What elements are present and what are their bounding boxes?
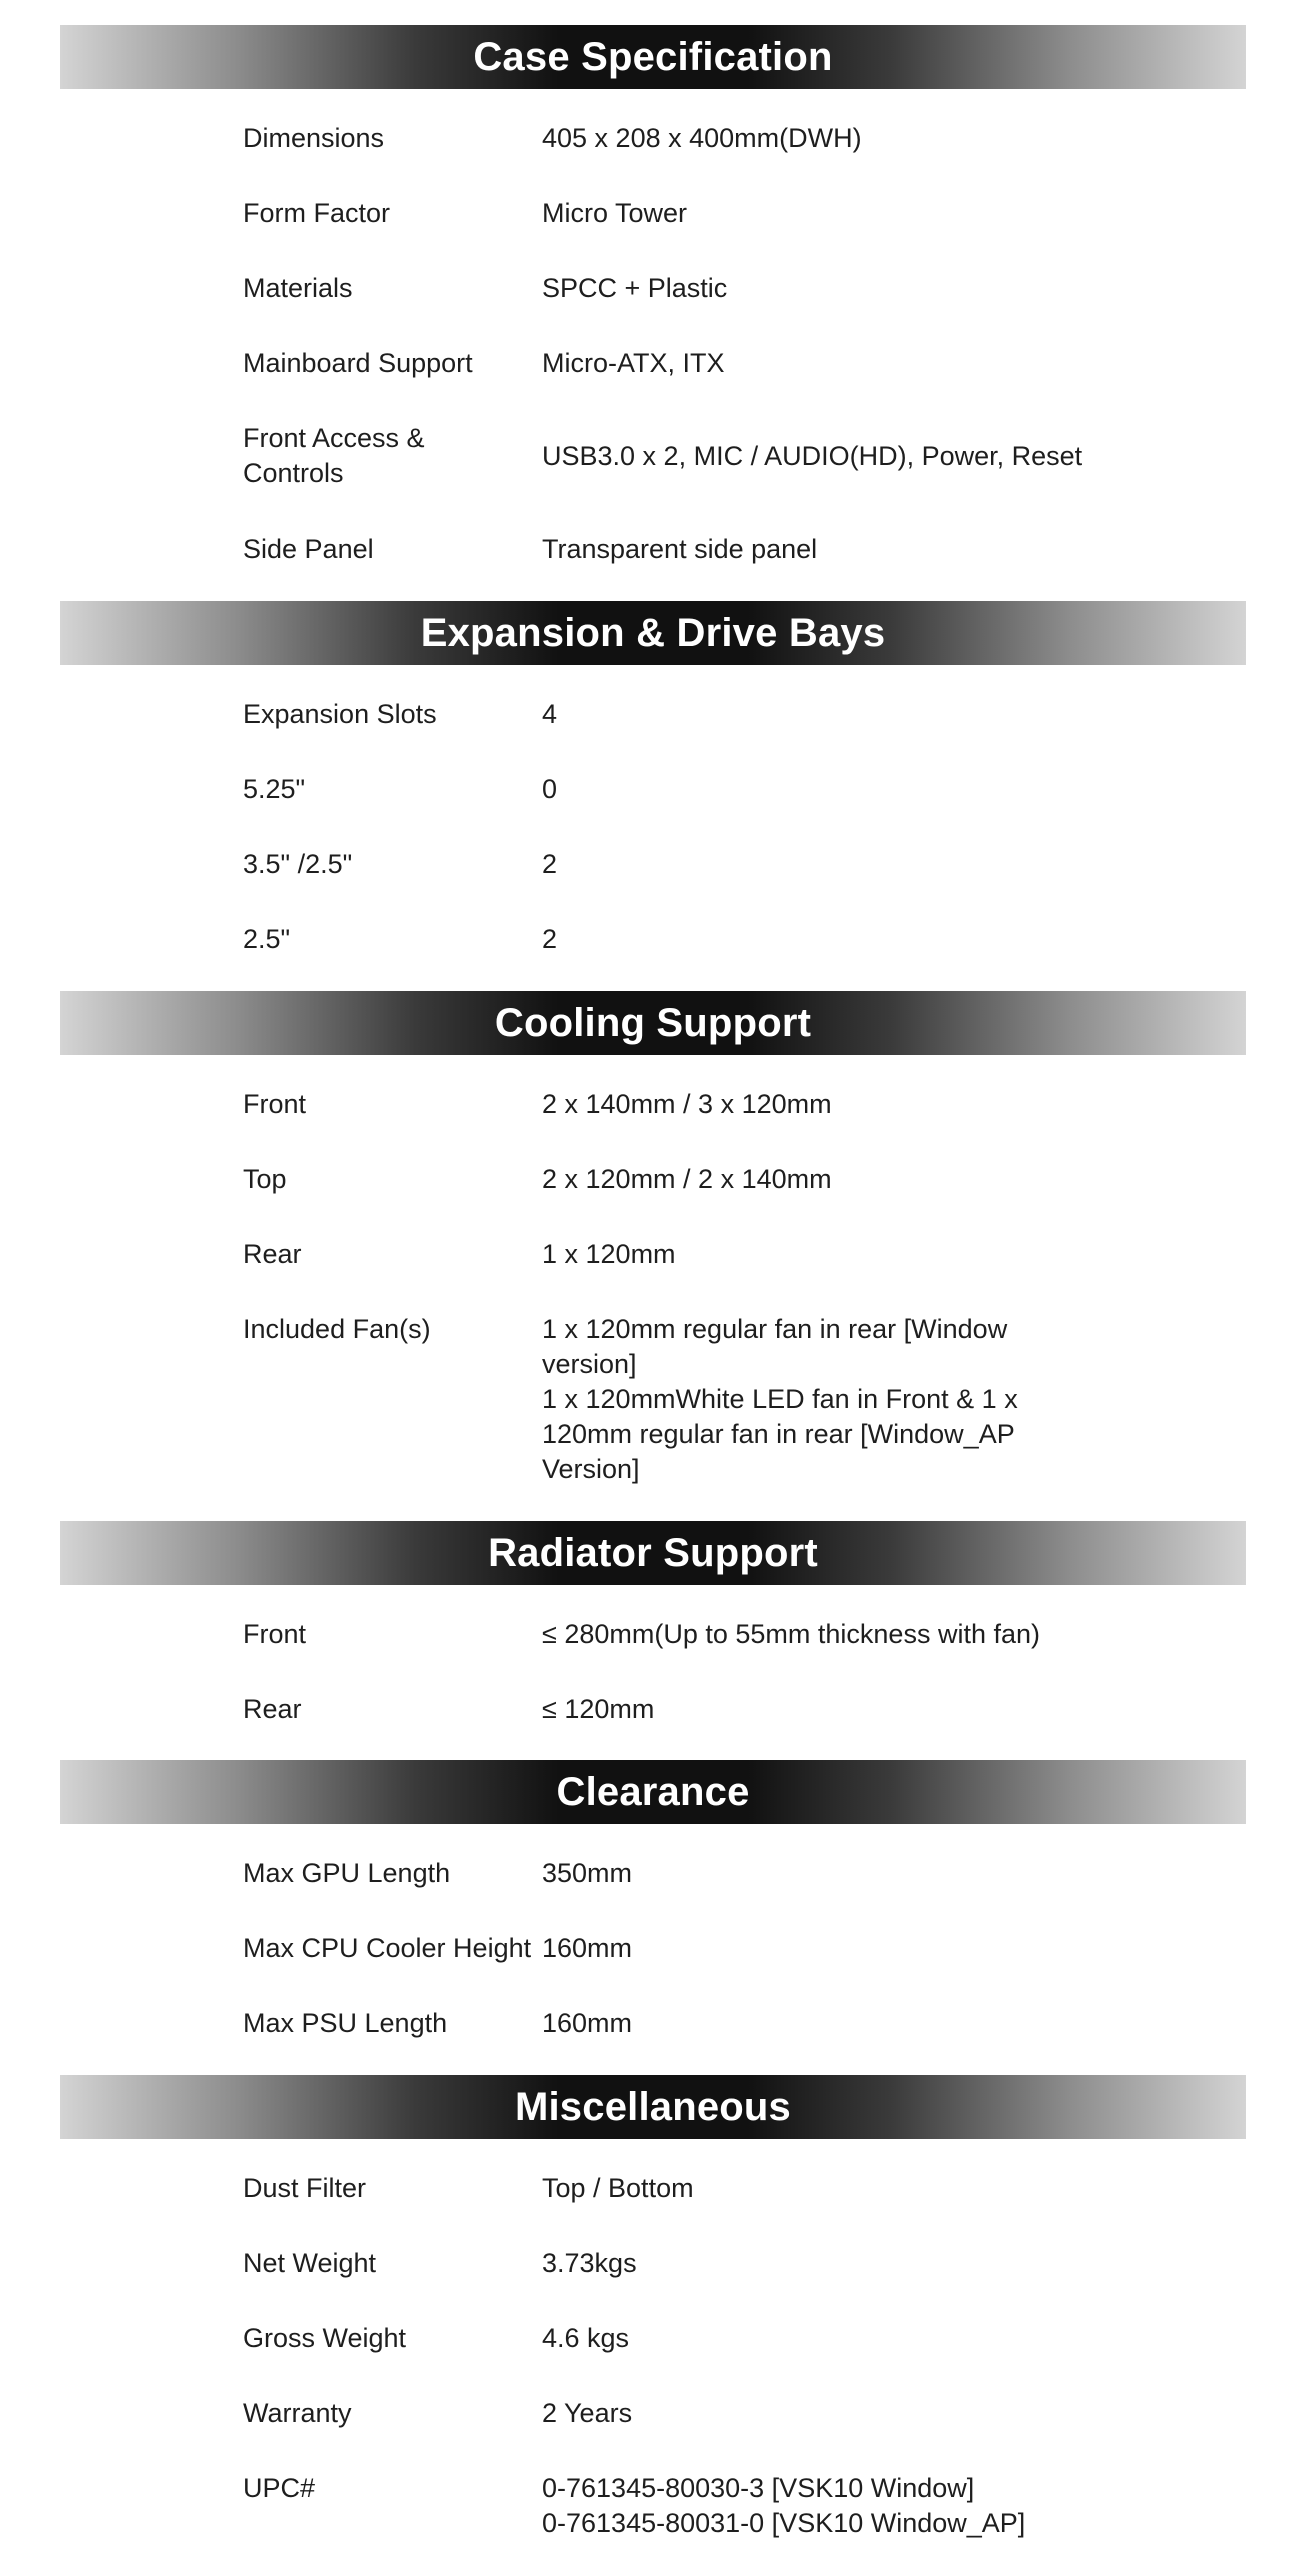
section-title: Miscellaneous — [514, 2084, 792, 2129]
spec-value: USB3.0 x 2, MIC / AUDIO(HD), Power, Reset — [542, 441, 1083, 471]
spec-value: 1 x 120mm — [542, 1239, 676, 1269]
spec-label-line: Front Access & — [243, 423, 425, 453]
section-title: Case Specification — [473, 34, 833, 79]
spec-value: ≤ 120mm — [542, 1694, 655, 1724]
spec-value: Micro-ATX, ITX — [542, 348, 725, 378]
spec-label: Top — [243, 1164, 287, 1194]
spec-label: Rear — [243, 1239, 302, 1269]
spec-value: Micro Tower — [542, 198, 688, 228]
spec-value: 0 — [542, 774, 558, 804]
spec-label: Rear — [243, 1694, 302, 1724]
spec-value: SPCC + Plastic — [542, 273, 728, 303]
spec-label: Dust Filter — [243, 2173, 367, 2203]
spec-value-line: Version] — [542, 1454, 640, 1484]
spec-value: 3.73kgs — [542, 2248, 637, 2278]
spec-value: ≤ 280mm(Up to 55mm thickness with fan) — [542, 1619, 1040, 1649]
spec-label: Gross Weight — [243, 2323, 407, 2353]
spec-value: 2 — [542, 849, 558, 879]
spec-label: UPC# — [243, 2473, 316, 2503]
section-title: Cooling Support — [494, 1000, 812, 1045]
spec-label: 5.25" — [243, 774, 306, 804]
section-header-clearance — [60, 1760, 1246, 1824]
spec-value: 350mm — [542, 1858, 633, 1888]
spec-label: Front — [243, 1619, 307, 1649]
spec-value-line: 1 x 120mmWhite LED fan in Front & 1 x — [542, 1384, 1018, 1414]
spec-value: 4 — [542, 699, 558, 729]
section-header-case — [60, 25, 1246, 89]
spec-value: 4.6 kgs — [542, 2323, 630, 2353]
spec-label: Front — [243, 1089, 307, 1119]
spec-label: 2.5" — [243, 924, 291, 954]
section-header-cooling — [60, 991, 1246, 1055]
spec-value-line: 120mm regular fan in rear [Window_AP — [542, 1419, 1015, 1449]
spec-label: Mainboard Support — [243, 348, 473, 378]
spec-value — [542, 2471, 1102, 2541]
spec-label: 3.5" /2.5" — [243, 849, 353, 879]
spec-value: 2 — [542, 924, 558, 954]
spec-value-line: 0-761345-80030-3 [VSK10 Window] — [542, 2473, 975, 2503]
spec-label: Side Panel — [243, 534, 374, 564]
spec-value: 405 x 208 x 400mm(DWH) — [542, 123, 862, 153]
spec-label: Max CPU Cooler Height — [243, 1933, 532, 1963]
spec-value: 160mm — [542, 1933, 633, 1963]
spec-label: Warranty — [243, 2398, 352, 2428]
section-header-expansion — [60, 601, 1246, 665]
spec-label: Expansion Slots — [243, 699, 437, 729]
spec-value: 2 x 120mm / 2 x 140mm — [542, 1164, 832, 1194]
spec-value: 2 Years — [542, 2398, 633, 2428]
spec-value — [542, 1312, 1102, 1487]
spec-label-line: Controls — [243, 458, 344, 488]
section-header-radiator — [60, 1521, 1246, 1585]
spec-label: Max PSU Length — [243, 2008, 448, 2038]
section-title: Clearance — [556, 1769, 750, 1814]
spec-value: 160mm — [542, 2008, 633, 2038]
spec-value-line: 1 x 120mm regular fan in rear [Window — [542, 1314, 1008, 1344]
section-title: Expansion & Drive Bays — [420, 610, 886, 655]
section-header-misc — [60, 2075, 1246, 2139]
spec-value-line: version] — [542, 1349, 637, 1379]
spec-label: Form Factor — [243, 198, 391, 228]
spec-label: Dimensions — [243, 123, 385, 153]
spec-label: Included Fan(s) — [243, 1314, 431, 1344]
section-title: Radiator Support — [488, 1530, 818, 1575]
spec-label: Net Weight — [243, 2248, 377, 2278]
spec-label: Max GPU Length — [243, 1858, 451, 1888]
spec-value-line: 0-761345-80031-0 [VSK10 Window_AP] — [542, 2508, 1026, 2538]
spec-value: Transparent side panel — [542, 534, 818, 564]
spec-label — [243, 421, 533, 491]
spec-label: Materials — [243, 273, 353, 303]
spec-value: 2 x 140mm / 3 x 120mm — [542, 1089, 832, 1119]
spec-value: Top / Bottom — [542, 2173, 694, 2203]
